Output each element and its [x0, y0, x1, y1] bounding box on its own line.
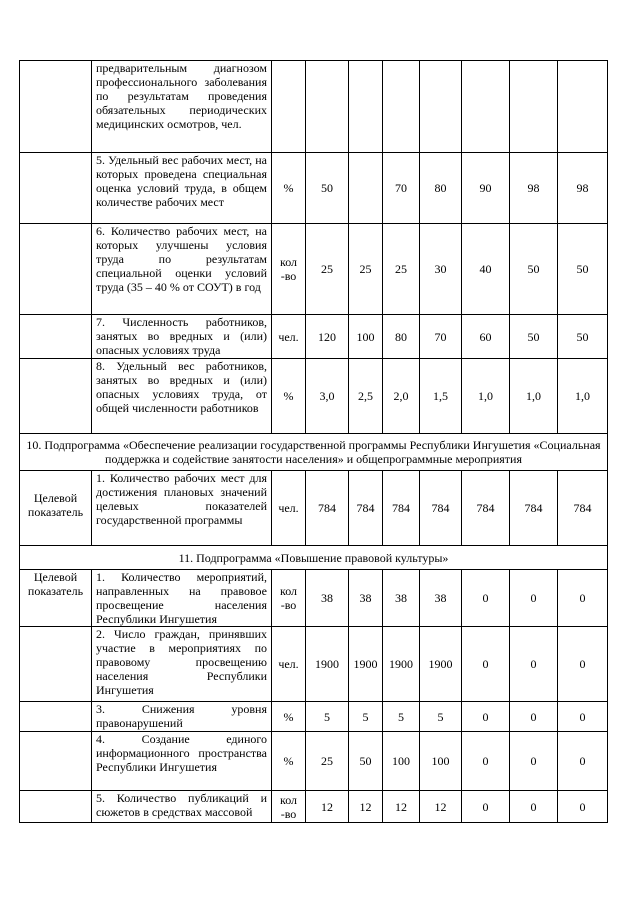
value-cell: 0: [462, 627, 510, 702]
value-cell: 38: [306, 570, 349, 627]
section-header-row: [20, 434, 608, 471]
table-row: [20, 224, 608, 315]
category-cell: [20, 702, 92, 732]
value-cell: 1,0: [462, 359, 510, 434]
value-cell: 100: [420, 732, 462, 791]
value-cell: 1900: [383, 627, 420, 702]
value-cell: 12: [349, 791, 383, 823]
value-cell: 1,5: [420, 359, 462, 434]
unit-cell: чел.: [272, 315, 306, 359]
table-row: [20, 732, 608, 791]
table-row: [20, 61, 608, 153]
value-cell: 100: [349, 315, 383, 359]
value-cell: 100: [383, 732, 420, 791]
value-cell: [510, 61, 558, 153]
value-cell: 25: [383, 224, 420, 315]
value-cell: 1,0: [558, 359, 608, 434]
value-cell: 3,0: [306, 359, 349, 434]
value-cell: 50: [558, 224, 608, 315]
value-cell: 120: [306, 315, 349, 359]
category-cell: [20, 359, 92, 434]
value-cell: 0: [510, 791, 558, 823]
value-cell: [420, 61, 462, 153]
table-row: [20, 315, 608, 359]
table-row: [20, 702, 608, 732]
value-cell: 0: [510, 702, 558, 732]
indicator-name: 8. Удельный вес работников, занятых во вредных и (или) опасных условиях труда, от общей численности работников: [92, 359, 272, 434]
unit-cell: %: [272, 732, 306, 791]
value-cell: 784: [558, 471, 608, 546]
value-cell: 38: [420, 570, 462, 627]
unit-cell: [272, 61, 306, 153]
category-cell: [20, 61, 92, 153]
value-cell: [349, 61, 383, 153]
value-cell: 70: [383, 153, 420, 224]
category-cell: [20, 224, 92, 315]
value-cell: 5: [383, 702, 420, 732]
value-cell: 12: [420, 791, 462, 823]
value-cell: 25: [306, 224, 349, 315]
value-cell: 12: [383, 791, 420, 823]
value-cell: 784: [462, 471, 510, 546]
value-cell: 0: [558, 791, 608, 823]
value-cell: 40: [462, 224, 510, 315]
value-cell: 5: [349, 702, 383, 732]
section-title: 10. Подпрограмма «Обеспечение реализации государственной программы Республики Ингушетия «Социальная поддержка и содействие занятости населения» и общепрограммные мероприятия: [20, 434, 608, 471]
indicator-name: 4. Создание единого информационного пространства Республики Ингушетия: [92, 732, 272, 791]
category-cell: [20, 153, 92, 224]
indicator-name: предварительным диагнозом профессионального заболевания по результатам проведения обязательных периодических медицинских осмотров, чел.: [92, 61, 272, 153]
value-cell: [383, 61, 420, 153]
value-cell: 0: [558, 627, 608, 702]
unit-cell: %: [272, 359, 306, 434]
value-cell: 0: [510, 732, 558, 791]
section-header-row: [20, 546, 608, 570]
table-row: [20, 471, 608, 546]
value-cell: 1900: [306, 627, 349, 702]
value-cell: 50: [510, 315, 558, 359]
value-cell: 60: [462, 315, 510, 359]
value-cell: 784: [510, 471, 558, 546]
value-cell: 784: [306, 471, 349, 546]
category-cell: [20, 791, 92, 823]
value-cell: 0: [462, 732, 510, 791]
indicator-name: 5. Количество публикаций и сюжетов в средствах массовой: [92, 791, 272, 823]
indicator-name: 5. Удельный вес рабочих мест, на которых проведена специальная оценка условий труда, в общем количестве рабочих мест: [92, 153, 272, 224]
table-row: [20, 359, 608, 434]
indicators-table: [19, 60, 608, 823]
value-cell: [462, 61, 510, 153]
value-cell: 38: [349, 570, 383, 627]
table-row: [20, 791, 608, 823]
section-title: 11. Подпрограмма «Повышение правовой культуры»: [20, 546, 608, 570]
value-cell: 1900: [349, 627, 383, 702]
indicator-name: 3. Снижения уровня правонарушений: [92, 702, 272, 732]
value-cell: 0: [558, 570, 608, 627]
unit-cell: %: [272, 702, 306, 732]
value-cell: 50: [306, 153, 349, 224]
indicator-name: 7. Численность работников, занятых во вредных и (или) опасных условиях труда: [92, 315, 272, 359]
value-cell: 50: [510, 224, 558, 315]
value-cell: 25: [349, 224, 383, 315]
value-cell: 2,0: [383, 359, 420, 434]
value-cell: 5: [420, 702, 462, 732]
unit-cell: кол -во: [272, 570, 306, 627]
value-cell: 0: [510, 627, 558, 702]
value-cell: 0: [462, 702, 510, 732]
value-cell: 80: [420, 153, 462, 224]
value-cell: 98: [558, 153, 608, 224]
table-row: [20, 153, 608, 224]
value-cell: [558, 61, 608, 153]
table-row: [20, 570, 608, 627]
value-cell: 30: [420, 224, 462, 315]
value-cell: 2,5: [349, 359, 383, 434]
indicator-name: 2. Число граждан, принявших участие в мероприятиях по правовому просвещению населения Республики Ингушетия: [92, 627, 272, 702]
value-cell: [349, 153, 383, 224]
indicator-name: 1. Количество рабочих мест для достижения плановых значений целевых показателей государственной программы: [92, 471, 272, 546]
category-cell: Целевой показатель: [20, 570, 92, 627]
unit-cell: кол -во: [272, 791, 306, 823]
value-cell: 0: [462, 570, 510, 627]
value-cell: 98: [510, 153, 558, 224]
indicator-name: 6. Количество рабочих мест, на которых улучшены условия труда по результатам специальной оценки условий труда (35 – 40 % от СОУТ) в год: [92, 224, 272, 315]
category-cell: Целевой показатель: [20, 471, 92, 546]
value-cell: 784: [383, 471, 420, 546]
category-cell: [20, 732, 92, 791]
indicator-name: 1. Количество мероприятий, направленных на правовое просвещение населения Республики Ингушетия: [92, 570, 272, 627]
value-cell: 784: [349, 471, 383, 546]
category-cell: [20, 627, 92, 702]
value-cell: 0: [462, 791, 510, 823]
value-cell: 0: [558, 702, 608, 732]
value-cell: 50: [558, 315, 608, 359]
value-cell: [306, 61, 349, 153]
value-cell: 0: [558, 732, 608, 791]
value-cell: 80: [383, 315, 420, 359]
unit-cell: чел.: [272, 471, 306, 546]
value-cell: 1900: [420, 627, 462, 702]
value-cell: 50: [349, 732, 383, 791]
value-cell: 12: [306, 791, 349, 823]
value-cell: 784: [420, 471, 462, 546]
category-cell: [20, 315, 92, 359]
value-cell: 25: [306, 732, 349, 791]
value-cell: 70: [420, 315, 462, 359]
unit-cell: кол -во: [272, 224, 306, 315]
unit-cell: чел.: [272, 627, 306, 702]
value-cell: 5: [306, 702, 349, 732]
value-cell: 1,0: [510, 359, 558, 434]
unit-cell: %: [272, 153, 306, 224]
table-row: [20, 627, 608, 702]
value-cell: 0: [510, 570, 558, 627]
value-cell: 38: [383, 570, 420, 627]
value-cell: 90: [462, 153, 510, 224]
